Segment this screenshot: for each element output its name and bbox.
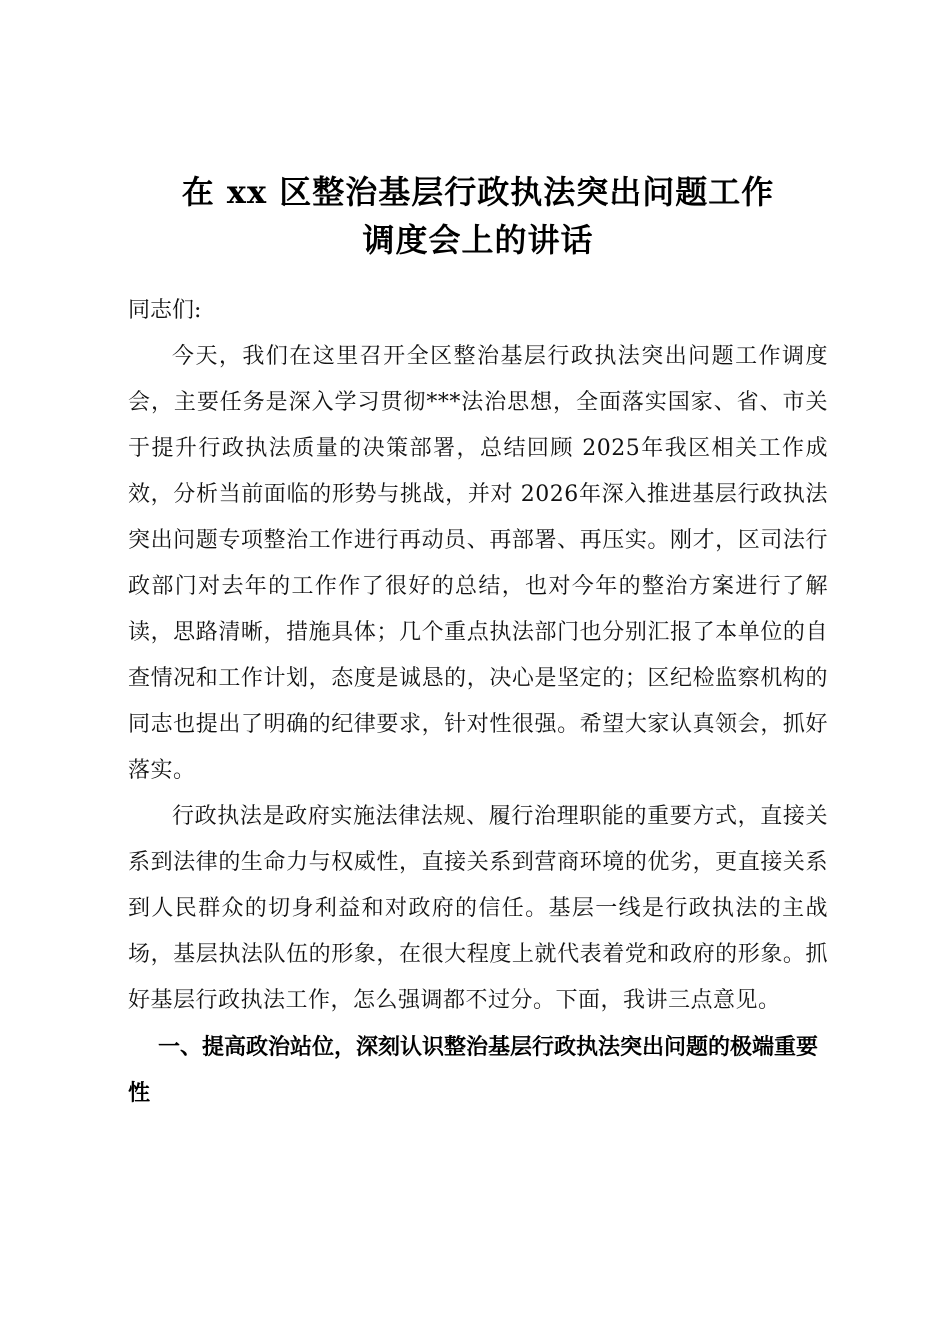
document-title xyxy=(128,168,828,264)
paragraph-opening: 今天，我们在这里召开全区整治基层行政执法突出问题工作调度会，主要任务是深入学习贯彻***法治思想，全面落实国家、省、市关于提升行政执法质量的决策部署，总结回顾 2025年我区相关工作成效，分析当前面临的形势与挑战，并对 2026年深入推进基层行政执法突出问题专项整治工作进行再动员、再部署、再压实。刚才，区司法行政部门对去年的工作作了很好的总结，也对今年的整治方案进行了解读，思路清晰，措施具体；几个重点执法部门也分别汇报了本单位的自查情况和工作计划，态度是诚恳的，决心是坚定的；区纪检监察机构的同志也提出了明确的纪律要求，针对性很强。希望大家认真领会，抓好落实。 xyxy=(128,344,828,783)
title-line-1: 在 xx 区整治基层行政执法突出问题工作 xyxy=(181,173,775,211)
section-heading-1: 一、提高政治站位，深刻认识整治基层行政执法突出问题的极端重要性 xyxy=(128,1034,819,1106)
title-line-2: 调度会上的讲话 xyxy=(362,221,594,259)
salutation: 同志们: xyxy=(128,298,202,323)
document-page xyxy=(128,168,828,1116)
paragraph-importance: 行政执法是政府实施法律法规、履行治理职能的重要方式，直接关系到法律的生命力与权威性，直接关系到营商环境的优劣，更直接关系到人民群众的切身利益和对政府的信任。基层一线是行政执法的主战场，基层执法队伍的形象，在很大程度上就代表着党和政府的形象。抓好基层行政执法工作，怎么强调都不过分。下面，我讲三点意见。 xyxy=(128,804,828,1013)
